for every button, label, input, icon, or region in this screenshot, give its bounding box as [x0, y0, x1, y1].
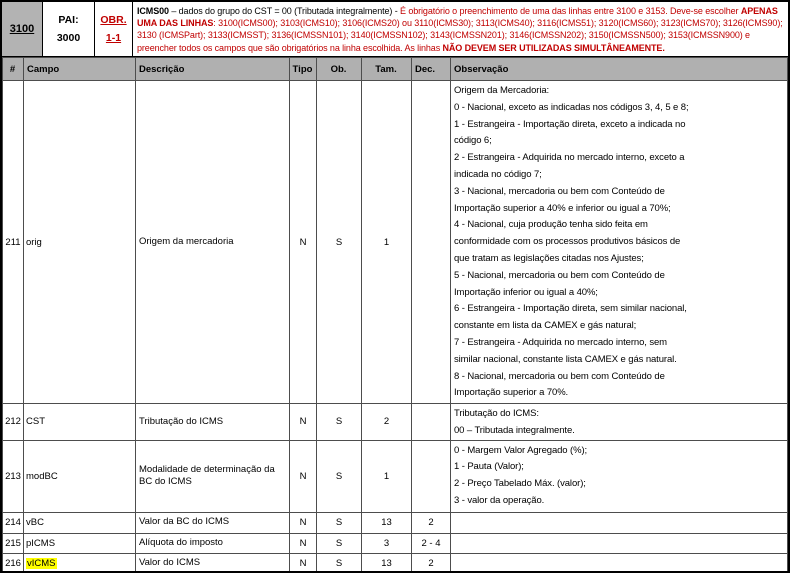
campo-value: orig: [26, 236, 42, 248]
observacao-cell: [451, 440, 788, 512]
observacao-line: 2 - Estrangeira - Adquirida no mercado interno, exceto a: [454, 152, 685, 164]
observacao-line: indicada no código 7;: [454, 168, 542, 180]
ob-cell: S: [317, 533, 362, 553]
tipo-cell: N: [290, 512, 317, 533]
observacao-line: que tratam as legislações citadas nos Ajustes;: [454, 252, 644, 264]
campo-value: vBC: [26, 517, 44, 529]
descricao-cell: Valor da BC do ICMS: [136, 512, 290, 533]
tam-cell: 13: [362, 553, 412, 573]
row-number-cell: 215: [3, 533, 24, 553]
row-number-cell: 212: [3, 404, 24, 441]
record-code: 3100: [9, 23, 35, 35]
observacao-line: conformidade com os processos produtivos básicos de: [454, 236, 681, 248]
table-row: [3, 533, 788, 553]
column-header-descricao: Descrição: [136, 58, 290, 81]
observacao-line: Importação superior a 40% e inferior ou igual a 70%;: [454, 202, 671, 214]
tam-cell: 13: [362, 512, 412, 533]
descricao-cell: Modalidade de determinação da BC do ICMS: [136, 440, 290, 512]
observacao-cell: [451, 81, 788, 404]
group-description-cell: [133, 2, 788, 56]
observacao-line: similar nacional, constante lista CAMEX e gás natural.: [454, 353, 677, 365]
pai-cell: [43, 2, 95, 56]
observacao-cell: [451, 533, 788, 553]
observacao-line: 0 - Margem Valor Agregado (%);: [454, 444, 588, 456]
column-header-ob: Ob.: [317, 58, 362, 81]
table-row: [3, 81, 788, 404]
campo-cell: [24, 440, 136, 512]
observacao-cell: [451, 512, 788, 533]
table-row: [3, 440, 788, 512]
campo-cell: [24, 533, 136, 553]
pai-label: PAI:: [58, 14, 79, 26]
descricao-cell: Alíquota do imposto: [136, 533, 290, 553]
ob-cell: S: [317, 440, 362, 512]
observacao-line: 3 - Nacional, mercadoria ou bem com Conteúdo de: [454, 185, 665, 197]
row-number-cell: 213: [3, 440, 24, 512]
campo-value: CST: [26, 416, 45, 428]
ob-cell: S: [317, 553, 362, 573]
tam-cell: 1: [362, 440, 412, 512]
observacao-cell: [451, 553, 788, 573]
row-number-cell: 211: [3, 81, 24, 404]
desc-red-2: : 3100(ICMS00); 3103(ICMS10); 3106(ICMS20) ou 3110(ICMS30); 3113(ICMS40); 3116(ICMS51); 3120(ICMS60); 3123(ICMS70); 3126(ICMS90); 3130 (ICMSPart); 3133(ICMSST); 3136(ICMSSN101); 3140(ICMSSN102); 3143(ICMSSN201); 3146(ICMSSN202); 3150(ICMSSN500); 3153(ICMSSN900) e preencher todos os campos que são obrigatórios na linha escolhida. As linhas: [137, 18, 783, 53]
column-header-tam: Tam.: [362, 58, 412, 81]
ob-cell: S: [317, 81, 362, 404]
desc-black: – dados do grupo do CST = 00 (Tributada integralmente) -: [168, 6, 401, 16]
column-header-num: #: [3, 58, 24, 81]
observacao-line: Importação superior a 70%.: [454, 387, 569, 399]
observacao-line: 5 - Nacional, mercadoria ou bem com Conteúdo de: [454, 269, 665, 281]
column-header-dec: Dec.: [412, 58, 451, 81]
observacao-cell: [451, 404, 788, 441]
observacao-line: 2 - Preço Tabelado Máx. (valor);: [454, 478, 586, 490]
observacao-line: 3 - valor da operação.: [454, 494, 545, 506]
observacao-line: constante em lista da CAMEX e gás natural;: [454, 320, 637, 332]
descricao-cell: Valor do ICMS: [136, 553, 290, 573]
fields-table: [2, 57, 788, 573]
pai-value: 3000: [56, 32, 81, 44]
row-number-cell: 216: [3, 553, 24, 573]
campo-cell: [24, 553, 136, 573]
desc-red-bold-1: APENAS UMA DAS LINHAS: [137, 6, 778, 29]
tam-cell: 1: [362, 81, 412, 404]
observacao-line: 4 - Nacional, cuja produção tenha sido feita em: [454, 219, 648, 231]
descricao-cell: Tributação do ICMS: [136, 404, 290, 441]
observacao-line: 8 - Nacional, mercadoria ou bem com Conteúdo de: [454, 370, 665, 382]
observacao-line: Tributação do ICMS:: [454, 408, 539, 419]
campo-cell: [24, 81, 136, 404]
obr-value: 1-1: [105, 32, 122, 44]
desc-red-bold-2: NÃO DEVEM SER UTILIZADAS SIMULTÂNEAMENTE: [442, 42, 663, 53]
campo-cell: [24, 512, 136, 533]
row-number-cell: 214: [3, 512, 24, 533]
header-band: [2, 2, 788, 57]
obr-cell: [95, 2, 133, 56]
column-header-observacao: Observação: [451, 58, 788, 81]
table-header-row: [3, 58, 788, 81]
table-row: [3, 553, 788, 573]
tipo-cell: N: [290, 81, 317, 404]
dec-cell: 2: [412, 512, 451, 533]
desc-black-bold: ICMS00: [137, 6, 169, 16]
record-code-cell: [2, 2, 43, 56]
campo-value: pICMS: [26, 537, 56, 549]
obr-label: OBR.: [100, 14, 127, 26]
tipo-cell: N: [290, 440, 317, 512]
observacao-line: 00 – Tributada integralmente.: [454, 424, 575, 436]
ob-cell: S: [317, 404, 362, 441]
observacao-line: 7 - Estrangeira - Adquirida no mercado interno, sem: [454, 336, 667, 348]
campo-value: modBC: [26, 470, 58, 482]
observacao-line: Origem da Mercadoria:: [454, 85, 550, 96]
dec-cell: [412, 404, 451, 441]
observacao-line: Importação inferior ou igual a 40%;: [454, 286, 598, 298]
tipo-cell: N: [290, 404, 317, 441]
observacao-line: 1 - Pauta (Valor);: [454, 461, 524, 473]
desc-red-1: É obrigatório o preenchimento de uma das linhas entre 3100 e 3153. Deve-se escolher: [400, 6, 741, 16]
observacao-line: 6 - Estrangeira - Importação direta, sem similar nacional,: [454, 303, 687, 315]
column-header-campo: Campo: [24, 58, 136, 81]
descricao-cell: Origem da mercadoria: [136, 81, 290, 404]
table-body: [3, 81, 788, 574]
table-row: [3, 404, 788, 441]
observacao-line: código 6;: [454, 135, 492, 147]
campo-cell: [24, 404, 136, 441]
observacao-line: 1 - Estrangeira - Importação direta, exceto a indicada no: [454, 118, 686, 130]
tam-cell: 3: [362, 533, 412, 553]
tam-cell: 2: [362, 404, 412, 441]
campo-value: vICMS: [27, 557, 56, 569]
tipo-cell: N: [290, 533, 317, 553]
table-row: [3, 512, 788, 533]
tipo-cell: N: [290, 553, 317, 573]
dec-cell: 2 - 4: [412, 533, 451, 553]
dec-cell: [412, 440, 451, 512]
observacao-line: 0 - Nacional, exceto as indicadas nos códigos 3, 4, 5 e 8;: [454, 101, 689, 113]
column-header-tipo: Tipo: [290, 58, 317, 81]
dec-cell: 2: [412, 553, 451, 573]
dec-cell: [412, 81, 451, 404]
desc-red-3: .: [662, 42, 665, 53]
ob-cell: S: [317, 512, 362, 533]
